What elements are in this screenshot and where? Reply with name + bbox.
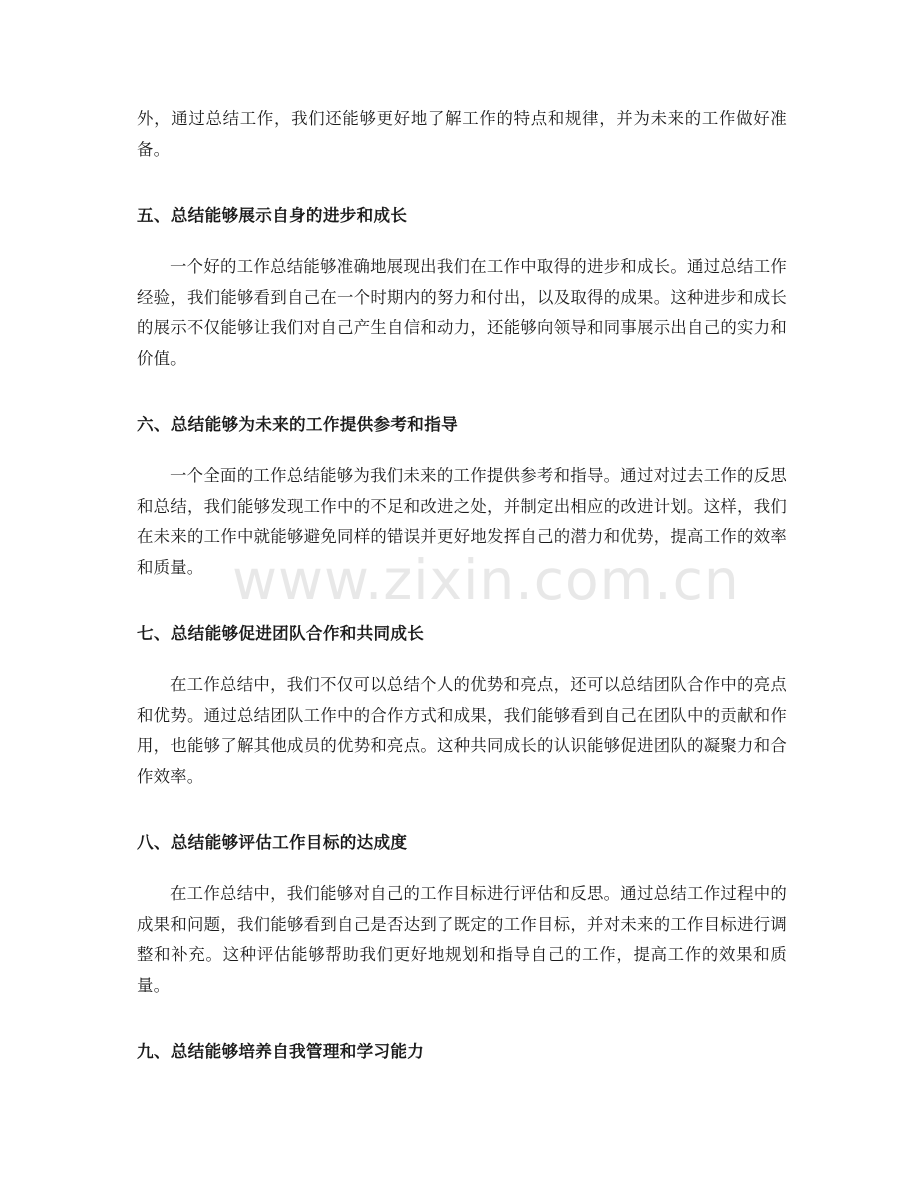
intro-paragraph: 外，通过总结工作，我们还能够更好地了解工作的特点和规律，并为未来的工作做好准备。 (137, 109, 787, 159)
document-body (137, 104, 787, 1067)
section-heading-7: 七、总结能够促进团队合作和共同成长 (137, 624, 425, 643)
section-body-8: 在工作总结中，我们能够对自己的工作目标进行评估和反思。通过总结工作过程中的成果和问题，我们能够看到自己是否达到了既定的工作目标，并对未来的工作目标进行调整和补充。这种评估能够帮助我们更好地规划和指导自己的工作，提高工作的效果和质量。 (137, 884, 787, 995)
section-heading-8: 八、总结能够评估工作目标的达成度 (137, 833, 408, 852)
section-body-6: 一个全面的工作总结能够为我们未来的工作提供参考和指导。通过对过去工作的反思和总结，我们能够发现工作中的不足和改进之处，并制定出相应的改进计划。这样，我们在未来的工作中就能够避免同样的错误并更好地发挥自己的潜力和优势，提高工作的效率和质量。 (137, 466, 787, 577)
watermark-text: www.zixin.com.cn (232, 548, 740, 612)
section-heading-9: 九、总结能够培养自我管理和学习能力 (137, 1042, 425, 1061)
section-body-5: 一个好的工作总结能够准确地展现出我们在工作中取得的进步和成长。通过总结工作经验，我们能够看到自己在一个时期内的努力和付出，以及取得的成果。这种进步和成长的展示不仅能够让我们对自己产生自信和动力，还能够向领导和同事展示出自己的实力和价值。 (137, 257, 787, 368)
section-heading-6: 六、总结能够为未来的工作提供参考和指导 (137, 415, 458, 434)
section-heading-5: 五、总结能够展示自身的进步和成长 (137, 206, 408, 225)
section-body-7: 在工作总结中，我们不仅可以总结个人的优势和亮点，还可以总结团队合作中的亮点和优势。通过总结团队工作中的合作方式和成果，我们能够看到自己在团队中的贡献和作用，也能够了解其他成员的优势和亮点。这种共同成长的认识能够促进团队的凝聚力和合作效率。 (137, 675, 787, 786)
